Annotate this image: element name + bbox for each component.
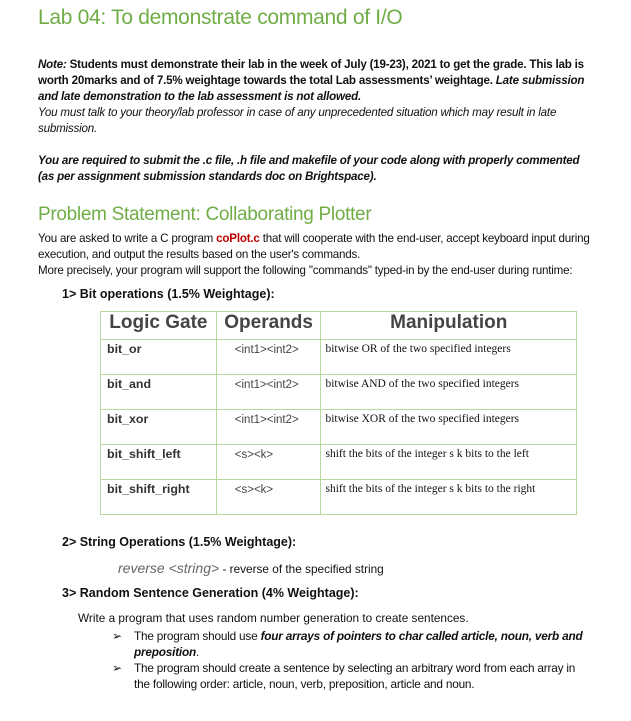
operands-cell: <s><k> (216, 480, 321, 515)
table-row (101, 410, 577, 445)
requirements-list (112, 628, 592, 692)
late-policy: Late submission and late demonstration to the lab assessment is not allowed. (38, 74, 585, 103)
manipulation-cell: shift the bits of the integer s k bits to the left (321, 445, 577, 480)
manipulation-cell: shift the bits of the integer s k bits to the right (321, 480, 577, 515)
problem-text: You are asked to write a C program (38, 232, 217, 245)
gate-cell: bit_shift_right (101, 480, 217, 515)
table-row (101, 340, 577, 375)
section1-title: 1> Bit operations (1.5% Weightage): (62, 287, 275, 301)
reverse-command (118, 559, 631, 578)
problem-text-2: that will cooperate with the end-user, accept keyboard input during execution, and output the results based on the user's commands. (38, 232, 590, 261)
note-label: Note: (38, 58, 67, 71)
item-text: The program should use (134, 629, 261, 643)
lab-title: Lab 04: To demonstrate command of I/O (38, 6, 403, 29)
table-row (101, 375, 577, 410)
item-end: . (196, 645, 200, 659)
bit-operations-table (100, 311, 577, 515)
gate-cell: bit_or (101, 340, 217, 375)
section3-intro: Write a program that uses random number generation to create sentences. (78, 611, 469, 625)
problem-paragraph (38, 231, 594, 279)
gate-cell: bit_xor (101, 410, 217, 445)
table-row (101, 480, 577, 515)
manipulation-cell: bitwise XOR of the two specified integers (321, 410, 577, 445)
command-text: reverse <string> (118, 560, 220, 576)
gate-cell: bit_and (101, 375, 217, 410)
command-desc: - reverse of the specified string (219, 562, 384, 576)
manipulation-cell: bitwise OR of the two specified integers (321, 340, 577, 375)
commands-intro: More precisely, your program will support the following "commands" typed-in by the end-user during runtime: (38, 264, 573, 277)
header-logic-gate: Logic Gate (101, 312, 217, 340)
operands-cell: <int1><int2> (216, 340, 321, 375)
table-row (101, 445, 577, 480)
list-item (112, 628, 592, 660)
header-manipulation: Manipulation (321, 312, 577, 340)
header-operands: Operands (216, 312, 321, 340)
problem-heading: Problem Statement: Collaborating Plotter (38, 204, 372, 225)
arrays-emphasis: four arrays of pointers to char called article, noun, verb and preposition (134, 629, 583, 659)
manipulation-cell: bitwise AND of the two specified integers (321, 375, 577, 410)
note-paragraph (38, 57, 594, 137)
submission-note: You are required to submit the .c file, .h file and makefile of your code along with properly commented (as per assignment submission standards doc on Brightspace). (38, 154, 580, 183)
operands-cell: <int1><int2> (216, 410, 321, 445)
professor-note: You must talk to your theory/lab professor in case of any unprecedented situation which may result in late submission. (38, 106, 557, 135)
note-text: Students must demonstrate their lab in the week of July (19-23), 2021 to get the grade. This lab is worth 20marks and of 7.5% weightage towards the total Lab assessments’ weightage. (38, 58, 584, 87)
operands-cell: <int1><int2> (216, 375, 321, 410)
section3-title: 3> Random Sentence Generation (4% Weightage): (62, 586, 359, 600)
program-name: coPlot.c (216, 232, 260, 245)
list-item: ➢ The program should create a sentence by selecting an arbitrary word from each array in the following order: article, noun, verb, preposition, article and noun. (112, 660, 592, 692)
operands-cell: <s><k> (216, 445, 321, 480)
gate-cell: bit_shift_left (101, 445, 217, 480)
section2-title: 2> String Operations (1.5% Weightage): (62, 535, 297, 549)
